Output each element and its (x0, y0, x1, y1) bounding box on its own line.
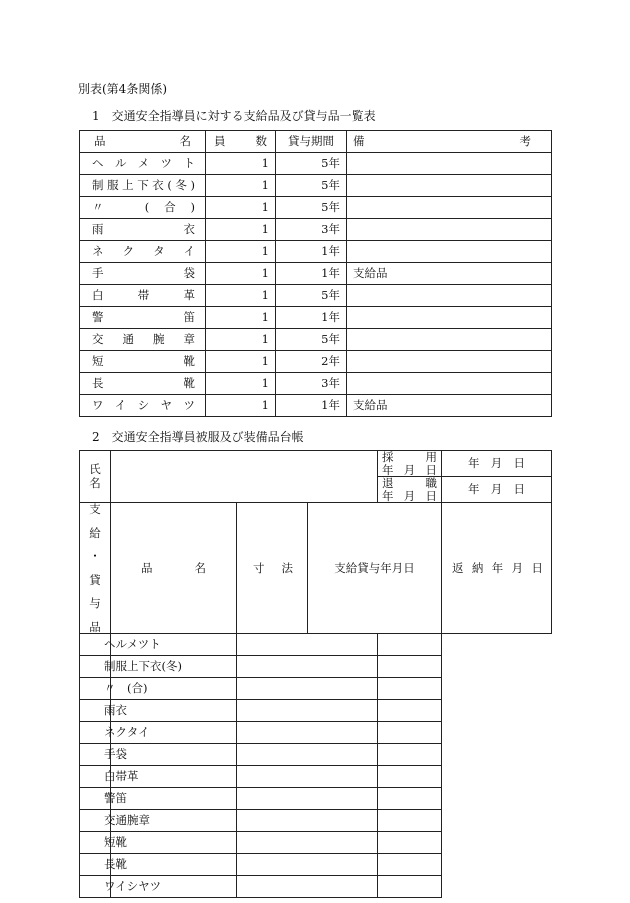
size-field[interactable] (111, 788, 237, 810)
loan-period-cell: 2年 (276, 351, 347, 373)
return-date-field[interactable] (378, 634, 442, 656)
quantity-cell: 1 (206, 153, 276, 175)
table-row (80, 373, 552, 395)
ledger-item-row (80, 656, 552, 678)
ledger-item-row (80, 634, 552, 656)
quantity-cell: 1 (206, 219, 276, 241)
ledger-item-row (80, 700, 552, 722)
table-row (80, 153, 552, 175)
loan-period-cell: 1年 (276, 263, 347, 285)
supply-loan-side-label: 支 給 ・ 貸 与 品 (80, 503, 111, 634)
ledger-item-row (80, 832, 552, 854)
page-heading: 別表(第4条関係) (78, 82, 167, 96)
return-date-field[interactable] (378, 700, 442, 722)
ledger-item-name: 長靴 (80, 854, 111, 876)
ledger-item-row (80, 854, 552, 876)
return-date-field[interactable] (378, 876, 442, 898)
item-name-cell: 手袋 (80, 263, 206, 285)
size-field[interactable] (111, 832, 237, 854)
ledger-item-row (80, 678, 552, 700)
issue-date-field[interactable] (237, 766, 378, 788)
section1-title: 1 交通安全指導員に対する支給品及び貸与品一覧表 (92, 109, 376, 123)
ledger-item-row (80, 876, 552, 898)
ledger-item-row (80, 722, 552, 744)
remarks-cell (347, 153, 552, 175)
loan-period-cell: 5年 (276, 285, 347, 307)
header-item-name: 品 名 (80, 131, 206, 153)
loan-period-cell: 3年 (276, 373, 347, 395)
quantity-cell: 1 (206, 329, 276, 351)
issue-date-field[interactable] (237, 722, 378, 744)
ledger-item-name: 制服上下衣(冬) (80, 656, 111, 678)
loan-period-cell: 5年 (276, 175, 347, 197)
item-name-cell: 警笛 (80, 307, 206, 329)
quantity-cell: 1 (206, 175, 276, 197)
ledger-item-name: 短靴 (80, 832, 111, 854)
return-date-field[interactable] (378, 832, 442, 854)
item-name-cell: ヘルメツト (80, 153, 206, 175)
ledger-item-name: 白帯革 (80, 766, 111, 788)
retire-date-label: 退 職 年 月 日 (378, 477, 442, 503)
supply-list-table (79, 130, 552, 417)
ledger-item-row (80, 766, 552, 788)
table-row (80, 329, 552, 351)
table-row (80, 219, 552, 241)
remarks-cell (347, 351, 552, 373)
return-date-field[interactable] (378, 788, 442, 810)
table-row (80, 307, 552, 329)
ledger-item-row (80, 744, 552, 766)
table-header-row (80, 131, 552, 153)
ledger-item-name: ワイシヤツ (80, 876, 111, 898)
section2-title: 2 交通安全指導員被服及び装備品台帳 (92, 430, 304, 444)
retire-date-field[interactable]: 年 月 日 (442, 477, 552, 503)
return-date-field[interactable] (378, 854, 442, 876)
issue-date-field[interactable] (237, 876, 378, 898)
issue-date-field[interactable] (237, 678, 378, 700)
table-row (80, 263, 552, 285)
remarks-cell: 支給品 (347, 395, 552, 417)
issue-date-field[interactable] (237, 788, 378, 810)
ledger-item-row (80, 810, 552, 832)
return-date-field[interactable] (378, 722, 442, 744)
return-date-field[interactable] (378, 766, 442, 788)
quantity-cell: 1 (206, 241, 276, 263)
remarks-cell: 支給品 (347, 263, 552, 285)
ledger-item-name: ヘルメツト (80, 634, 111, 656)
item-name-cell: 白帯革 (80, 285, 206, 307)
table-row (80, 175, 552, 197)
table-row (80, 351, 552, 373)
return-date-field[interactable] (378, 810, 442, 832)
table-row (80, 241, 552, 263)
loan-period-cell: 5年 (276, 329, 347, 351)
item-name-cell: ワイシヤツ (80, 395, 206, 417)
loan-period-cell: 1年 (276, 307, 347, 329)
remarks-cell (347, 329, 552, 351)
size-field[interactable] (111, 700, 237, 722)
return-date-field[interactable] (378, 678, 442, 700)
ledger-header-size: 寸 法 (237, 503, 308, 634)
item-name-cell: 〃 (合) (80, 197, 206, 219)
issue-date-field[interactable] (237, 810, 378, 832)
issue-date-field[interactable] (237, 700, 378, 722)
header-remarks: 備 考 (347, 131, 552, 153)
table-row (80, 197, 552, 219)
remarks-cell (347, 307, 552, 329)
ledger-item-name: 警笛 (80, 788, 111, 810)
loan-period-cell: 5年 (276, 153, 347, 175)
remarks-cell (347, 175, 552, 197)
quantity-cell: 1 (206, 351, 276, 373)
size-field[interactable] (111, 744, 237, 766)
item-name-cell: 雨衣 (80, 219, 206, 241)
issue-date-field[interactable] (237, 744, 378, 766)
loan-period-cell: 1年 (276, 241, 347, 263)
item-name-cell: 制服上下衣(冬) (80, 175, 206, 197)
ledger-column-header-row (80, 503, 552, 634)
item-name-cell: 交通腕章 (80, 329, 206, 351)
quantity-cell: 1 (206, 307, 276, 329)
quantity-cell: 1 (206, 197, 276, 219)
item-name-cell: 短靴 (80, 351, 206, 373)
ledger-item-name: ネクタイ (80, 722, 111, 744)
ledger-header-issue-date: 支給貸与年月日 (308, 503, 442, 634)
name-label: 氏 名 (80, 451, 111, 503)
ledger-item-name: 〃 (合) (80, 678, 111, 700)
item-name-cell: ネクタイ (80, 241, 206, 263)
ledger-table (79, 450, 552, 898)
issue-date-field[interactable] (237, 832, 378, 854)
loan-period-cell: 3年 (276, 219, 347, 241)
ledger-header-item-name: 品 名 (111, 503, 237, 634)
loan-period-cell: 5年 (276, 197, 347, 219)
loan-period-cell: 1年 (276, 395, 347, 417)
size-field[interactable] (111, 854, 237, 876)
remarks-cell (347, 241, 552, 263)
ledger-item-name: 手袋 (80, 744, 111, 766)
remarks-cell (347, 219, 552, 241)
remarks-cell (347, 197, 552, 219)
remarks-cell (347, 285, 552, 307)
header-quantity: 員 数 (206, 131, 276, 153)
quantity-cell: 1 (206, 263, 276, 285)
ledger-hire-row (80, 451, 552, 477)
ledger-header-return-date: 返 納 年 月 日 (442, 503, 552, 634)
ledger-item-name: 交通腕章 (80, 810, 111, 832)
header-loan-period: 貸与期間 (276, 131, 347, 153)
item-name-cell: 長靴 (80, 373, 206, 395)
ledger-item-row (80, 788, 552, 810)
issue-date-field[interactable] (237, 854, 378, 876)
ledger-item-name: 雨衣 (80, 700, 111, 722)
quantity-cell: 1 (206, 395, 276, 417)
name-field[interactable] (111, 451, 378, 503)
issue-date-field[interactable] (237, 634, 378, 656)
hire-date-field[interactable]: 年 月 日 (442, 451, 552, 477)
issue-date-field[interactable] (237, 656, 378, 678)
table-row (80, 285, 552, 307)
return-date-field[interactable] (378, 656, 442, 678)
remarks-cell (347, 373, 552, 395)
return-date-field[interactable] (378, 744, 442, 766)
quantity-cell: 1 (206, 285, 276, 307)
quantity-cell: 1 (206, 373, 276, 395)
hire-date-label: 採 用 年 月 日 (378, 451, 442, 477)
table-row (80, 395, 552, 417)
